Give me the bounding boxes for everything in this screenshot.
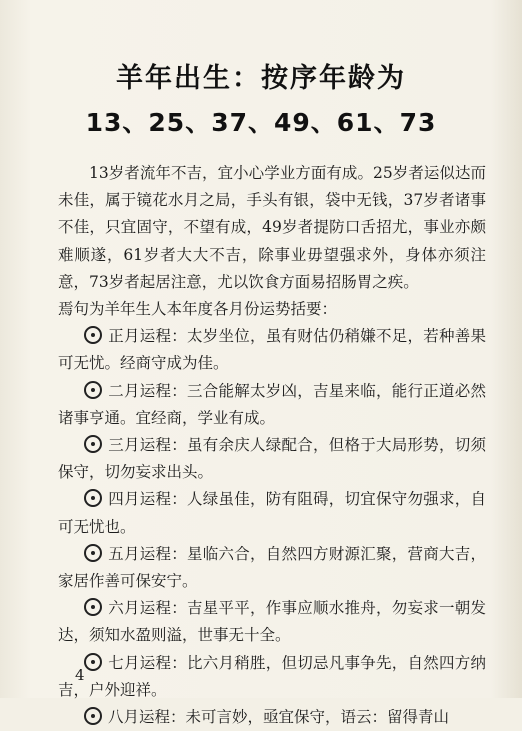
month-text: 正月运程：太岁坐位，虽有财估仍稍嫌不足，若种善果可无忧。经商守成为佳。: [58, 327, 486, 373]
age-list: 13、25、37、49、61、73: [85, 108, 437, 137]
intro-paragraph: 13岁者流年不吉，宜小心学业方面有成。25岁者运似达而未佳，属于镜花水月之局，手头有银，袋中无钱，37岁者诸事不佳，只宜固守，不望有成，49岁者提防口舌招尤，事业亦颇难顺遂，61岁者大大不吉，除事业毋望强求外，身体亦须注意，73岁者起居注意，尤以饮食方面易招肠胃之疾。: [58, 164, 486, 291]
month-entry: [58, 595, 486, 649]
month-entry: [58, 378, 486, 432]
bullet-circle-icon: [84, 653, 102, 671]
month-entry: [58, 486, 486, 540]
page-title: 羊年出生：按序年龄为: [116, 63, 406, 94]
month-entry: [58, 432, 486, 486]
month-entry: [58, 650, 486, 704]
month-text: 五月运程：星临六合，自然四方财源汇聚，营商大吉，家居作善可保安宁。: [58, 544, 486, 591]
month-text: 七月运程：比六月稍胜，但切忌凡事争先，自然四方纳吉，户外迎祥。: [58, 653, 486, 699]
month-entry: [58, 323, 486, 377]
bullet-circle-icon: [84, 435, 102, 453]
month-text: 四月运程：人绿虽佳，防有阻碍，切宜保守勿强求，自可无忧也。: [58, 490, 486, 536]
bullet-circle-icon: [84, 707, 102, 725]
intro-tail: 焉句为羊年生人本年度各月份运势括要：: [58, 300, 338, 319]
bullet-circle-icon: [84, 544, 102, 562]
bullet-circle-icon: [84, 598, 102, 616]
month-entry: [58, 541, 486, 595]
bullet-circle-icon: [84, 381, 102, 399]
bullet-circle-icon: [84, 489, 102, 507]
month-text: 八月运程：未可言妙，亟宜保守，语云：留得青山: [108, 708, 450, 727]
month-text: 二月运程：三合能解太岁凶，吉星来临，能行正道必然诸事亨通。宜经商，学业有成。: [58, 381, 486, 427]
month-text: 三月运程：虽有余庆人绿配合，但格于大局形势，切须保守，切勿妄求出头。: [58, 436, 486, 482]
month-text: 六月运程：吉星平平，作事应顺水推舟，勿妄求一朝发达，须知水盈则溢，世事无十全。: [58, 599, 486, 645]
bullet-circle-icon: [84, 326, 102, 344]
body-text: [58, 160, 486, 731]
page-number: 4: [75, 666, 85, 684]
month-entry: [58, 704, 486, 731]
